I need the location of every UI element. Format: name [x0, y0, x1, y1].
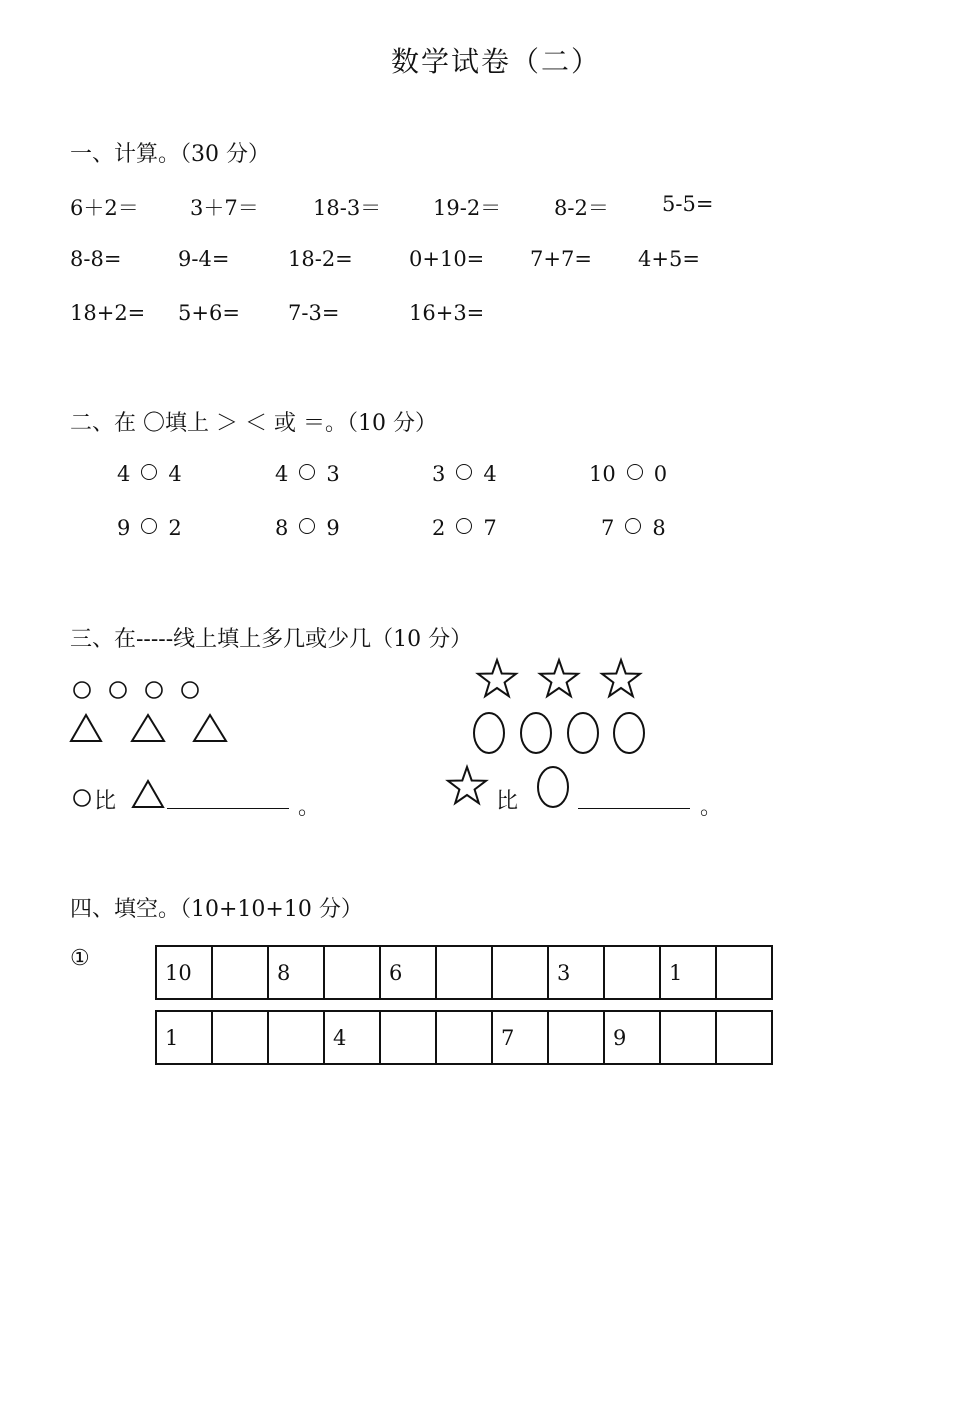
section-2-heading: 二、在 〇填上 ＞ ＜ 或 ＝。（10 分）	[70, 411, 437, 436]
small-circle-icon	[74, 682, 90, 698]
expr: 5+6=	[178, 301, 240, 325]
oval-icon	[534, 764, 572, 812]
expr: 0+10=	[409, 247, 485, 271]
circle-blank[interactable]	[627, 464, 643, 480]
compare-item: 7 8	[601, 516, 666, 540]
expr: 3＋7＝	[190, 196, 259, 220]
grid-cell[interactable]	[604, 946, 660, 999]
compare-item: 8 9	[275, 516, 340, 540]
number-grid-1	[155, 945, 773, 1000]
circle-blank[interactable]	[456, 464, 472, 480]
circle-blank[interactable]	[141, 518, 157, 534]
compare-item: 9 2	[117, 516, 182, 540]
grid-cell[interactable]: 7	[492, 1011, 548, 1064]
expr: 16+3=	[409, 301, 485, 325]
star-icon	[478, 660, 516, 696]
star-icon	[540, 660, 578, 696]
grid-cell[interactable]	[492, 946, 548, 999]
expr: 5-5=	[662, 192, 714, 216]
grid-cell[interactable]	[380, 1011, 436, 1064]
expr: 8-8=	[70, 247, 122, 271]
grid-cell[interactable]	[212, 946, 268, 999]
triangles-row	[68, 712, 233, 744]
section-3-heading: 三、在-----线上填上多几或少几（10 分）	[70, 627, 473, 652]
expr: 18-2=	[288, 247, 353, 271]
circle-blank[interactable]	[625, 518, 641, 534]
circle-blank[interactable]	[141, 464, 157, 480]
period: 。	[700, 795, 723, 820]
expr: 9-4=	[178, 247, 230, 271]
oval-icon	[614, 713, 644, 753]
stars-row	[470, 658, 652, 702]
small-circle-icon	[182, 682, 198, 698]
star-icon	[602, 660, 640, 696]
page-title: 数学试卷（二）	[390, 45, 601, 78]
compare-item: 4 3	[275, 462, 340, 486]
expr: 18-3＝	[313, 196, 382, 220]
grid-cell[interactable]: 3	[548, 946, 604, 999]
compare-item: 10 0	[589, 462, 668, 486]
star-icon	[442, 764, 494, 808]
grid-cell[interactable]	[716, 946, 772, 999]
answer-line[interactable]	[578, 808, 690, 809]
grid-cell[interactable]: 10	[156, 946, 212, 999]
grid-cell[interactable]: 8	[268, 946, 324, 999]
compare-item: 2 7	[432, 516, 497, 540]
compare-word: 比	[496, 789, 519, 814]
grid-cell[interactable]: 1	[156, 1011, 212, 1064]
expr: 4+5=	[638, 247, 700, 271]
grid-cell[interactable]	[436, 1011, 492, 1064]
circle-blank[interactable]	[299, 518, 315, 534]
oval-icon	[474, 713, 504, 753]
answer-line[interactable]	[167, 808, 289, 809]
grid-cell[interactable]: 9	[604, 1011, 660, 1064]
circle-blank[interactable]	[456, 518, 472, 534]
grid-cell[interactable]	[268, 1011, 324, 1064]
triangle-icon	[71, 715, 101, 741]
grid-cell[interactable]	[660, 1011, 716, 1064]
expr: 6＋2＝	[70, 196, 139, 220]
expr: 19-2＝	[433, 196, 502, 220]
compare-item: 4 4	[117, 462, 182, 486]
circle-blank[interactable]	[299, 464, 315, 480]
grid-cell[interactable]	[212, 1011, 268, 1064]
small-circle-icon	[72, 788, 92, 808]
grid-cell[interactable]: 1	[660, 946, 716, 999]
expr: 8-2＝	[554, 196, 609, 220]
triangle-icon	[130, 778, 168, 810]
grid-cell[interactable]	[324, 946, 380, 999]
number-grid-2	[155, 1010, 773, 1065]
small-circles-row	[72, 680, 212, 700]
period: 。	[298, 795, 321, 820]
compare-word: 比	[94, 789, 117, 814]
grid-cell[interactable]: 6	[380, 946, 436, 999]
triangle-icon	[132, 715, 164, 741]
ovals-row	[470, 710, 652, 758]
small-circle-icon	[146, 682, 162, 698]
oval-icon	[521, 713, 551, 753]
section-1-heading: 一、计算。（30 分）	[70, 142, 270, 167]
small-circle-icon	[110, 682, 126, 698]
grid-cell[interactable]	[548, 1011, 604, 1064]
expr: 18+2=	[70, 301, 146, 325]
expr: 7+7=	[530, 247, 592, 271]
expr: 7-3=	[288, 301, 340, 325]
compare-item: 3 4	[432, 462, 497, 486]
grid-cell[interactable]	[716, 1011, 772, 1064]
section-4-heading: 四、填空。（10+10+10 分）	[70, 897, 363, 922]
oval-icon	[568, 713, 598, 753]
triangle-icon	[194, 715, 226, 741]
item-marker: ①	[70, 946, 90, 971]
grid-cell[interactable]	[436, 946, 492, 999]
grid-cell[interactable]: 4	[324, 1011, 380, 1064]
